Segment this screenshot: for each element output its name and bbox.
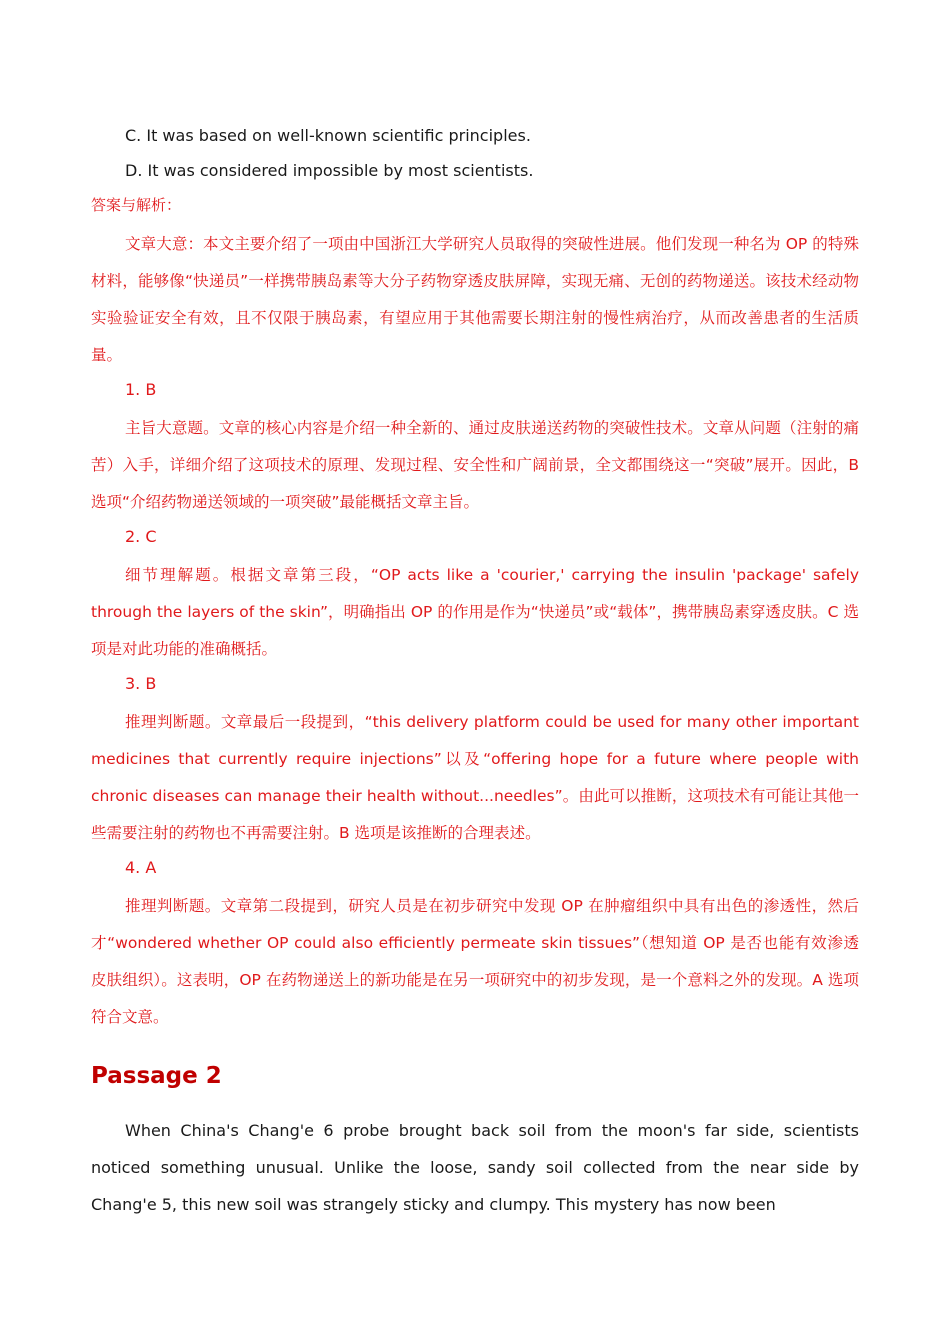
answer-4-explanation: 推理判断题。文章第二段提到，研究人员是在初步研究中发现 OP 在肿瘤组织中具有出色的渗透性，然后才“wondered whether OP could also efficiently permeate skin tissues”（想知道 OP 是否也能有效渗透皮肤组织）。这表明，OP 在药物递送上的新功能是在另一项研究中的初步发现，是一个意料之外的发现。A 选项符合文意。 <box>91 897 859 1026</box>
option-c: C. It was based on well-known scientific principles. <box>125 126 531 145</box>
answer-label: 答案与解析： <box>91 196 182 214</box>
passage-2-title: Passage 2 <box>91 1063 222 1089</box>
answer-4-number: 4. A <box>125 858 157 877</box>
answer-1-number: 1. B <box>125 380 157 399</box>
answer-2-explanation: 细节理解题。根据文章第三段，“OP acts like a 'courier,' carrying the insulin 'package' safely through the layers of the skin”，明确指出 OP 的作用是作为“快递员”或“载体”，携带胰岛素穿透皮肤。C 选项是对此功能的准确概括。 <box>91 566 859 658</box>
answer-3-number: 3. B <box>125 674 157 693</box>
answer-3-explanation: 推理判断题。文章最后一段提到，“this delivery platform could be used for many other important medicines that currently require injections”以及“offering hope for a future where people with chronic diseases can manage their health without...needles”。由此可以推断，这项技术有可能让其他一些需要注射的药物也不再需要注射。B 选项是该推断的合理表述。 <box>91 713 859 842</box>
answer-1-explanation: 主旨大意题。文章的核心内容是介绍一种全新的、通过皮肤递送药物的突破性技术。文章从问题（注射的痛苦）入手，详细介绍了这项技术的原理、发现过程、安全性和广阔前景，全文都围绕这一“突破”展开。因此，B 选项“介绍药物递送领域的一项突破”最能概括文章主旨。 <box>91 419 859 511</box>
option-d: D. It was considered impossible by most scientists. <box>125 161 534 180</box>
passage-2-text: When China's Chang'e 6 probe brought back soil from the moon's far side, scientists noticed something unusual. Unlike the loose, sandy soil collected from the near side by Chang'e 5, this new soil was strangely sticky and clumpy. This mystery has now been <box>91 1121 859 1214</box>
answer-2-number: 2. C <box>125 527 157 546</box>
article-summary: 文章大意：本文主要介绍了一项由中国浙江大学研究人员取得的突破性进展。他们发现一种名为 OP 的特殊材料，能够像“快递员”一样携带胰岛素等大分子药物穿透皮肤屏障，实现无痛、无创的药物递送。该技术经动物实验验证安全有效，且不仅限于胰岛素，有望应用于其他需要长期注射的慢性病治疗，从而改善患者的生活质量。 <box>91 235 859 364</box>
